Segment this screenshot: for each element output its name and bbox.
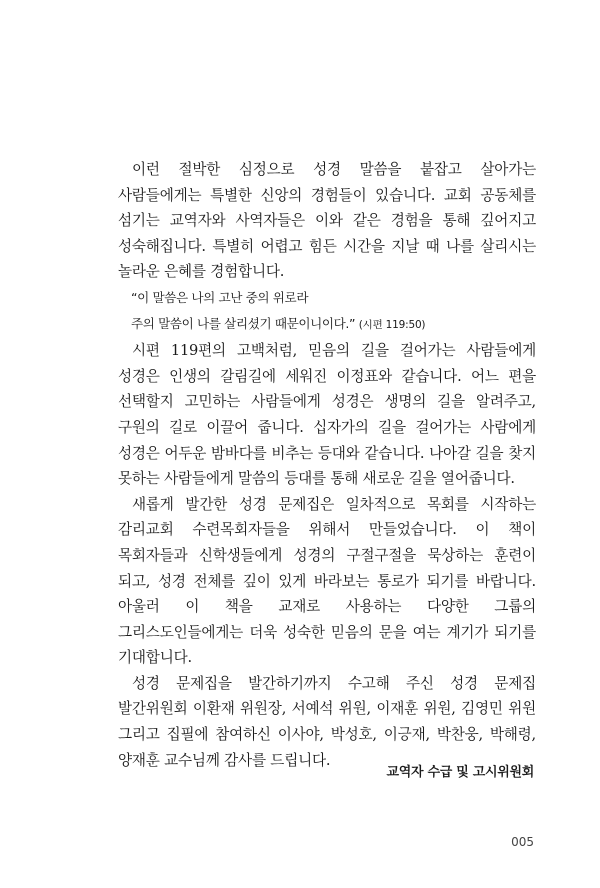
scripture-quote-text: 주의 말씀이 나를 살리셨기 때문이니이다.” xyxy=(131,315,356,331)
scripture-quote-line-1: “이 말씀은 나의 고난 중의 위로라 xyxy=(131,289,309,305)
scripture-quote-line-2 xyxy=(118,311,536,339)
page-number: 005 xyxy=(511,835,534,849)
paragraph-psalm: 시편 119편의 고백처럼, 믿음의 길을 걸어가는 사람들에게 성경은 인생의 갈림길에 세워진 이정표와 같습니다. 어느 편을 선택할지 고민하는 사람들에게 성경은 생명의 길을 알려주고, 구원의 길로 이끌어 줍니다. 십자가의 길을 걸어가는 사람에게 성경은 어두운 밤바다를 비추는 등대와 같습니다. 나아갈 길을 찾지 못하는 사람들에게 말씀의 등대를 통해 새로운 길을 열어줍니다. xyxy=(118,342,536,488)
paragraph-purpose: 새롭게 발간한 성경 문제집은 일차적으로 목회를 시작하는 감리교회 수련목회자들을 위해서 만들었습니다. 이 책이 목회자들과 신학생들에게 성경의 구절구절을 묵상하는 훈련이 되고, 성경 전체를 깊이 있게 바라보는 통로가 되기를 바랍니다. 아울러 이 책을 교재로 사용하는 다양한 그룹의 그리스도인들에게는 더욱 성숙한 믿음의 문을 여는 계기가 되기를 기대합니다. xyxy=(118,495,536,667)
scripture-reference: (시편 119:50) xyxy=(358,318,426,331)
paragraph-intro: 이런 절박한 심정으로 성경 말씀을 붙잡고 살아가는 사람들에게는 특별한 신앙의 경험들이 있습니다. 교회 공동체를 섬기는 교역자와 사역자들은 이와 같은 경험을 통해 깊어지고 성숙해집니다. 특별히 어렵고 힘든 시간을 지날 때 나를 살리시는 놀라운 은혜를 경험합니다. xyxy=(118,161,536,281)
signature: 교역자 수급 및 고시위원회 xyxy=(386,765,534,780)
paragraph-thanks: 성경 문제집을 발간하기까지 수고해 주신 성경 문제집 발간위원회 이환재 위원장, 서예석 위원, 이재훈 위원, 김영민 위원 그리고 집필에 참여하신 이사야, 박성호, 이긍재, 박찬웅, 박해령, 양재훈 교수님께 감사를 드립니다. xyxy=(118,674,536,769)
body-text xyxy=(118,157,536,773)
